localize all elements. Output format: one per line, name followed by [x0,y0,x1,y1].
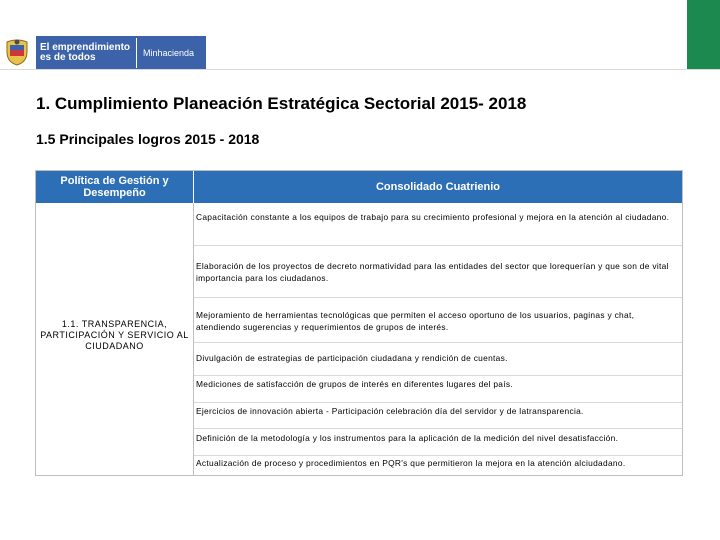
row-text: Mejoramiento de herramientas tecnológicas que permiten el acceso oportuno de los usuarios, paginas y chat, atendiendo sugerencias y requerimientos de grupos de interés. [196,310,635,332]
row-text: Divulgación de estrategias de participación ciudadana y rendición de cuentas. [196,353,508,363]
table-row [194,457,682,475]
table-row [194,432,682,456]
row-text: Actualización de proceso y procedimientos en PQR's que permitieron la mejora en la atención alciudadano. [196,458,626,468]
table-row [194,211,682,246]
table-row [194,260,682,298]
ministry-name: Minhacienda [143,48,195,58]
achievements-table [35,170,683,476]
table-row [194,352,682,376]
row-text: Ejercicios de innovación abierta - Participación celebración día del servidor y de latransparencia. [196,406,584,416]
page-subtitle: 1.5 Principales logros 2015 - 2018 [36,131,260,147]
table-row [194,309,682,343]
policy-cell: 1.1. TRANSPARENCIA, PARTICIPACIÓN Y SERVICIO AL CIUDADANO [40,319,189,351]
header-policy: Política de Gestión y Desempeño [36,171,193,203]
table-row [194,378,682,403]
row-text: Mediciones de satisfacción de grupos de interés en diferentes lugares del país. [196,379,513,389]
government-logo[interactable] [36,36,206,70]
row-text: Elaboración de los proyectos de decreto normatividad para las entidades del sector que lorequerían y que son de vital importancia para los ciudadanos. [196,261,669,283]
table-row [194,405,682,429]
header-divider [0,69,720,70]
green-accent-bar [687,0,720,70]
coat-of-arms-icon [5,38,29,66]
row-text: Capacitación constante a los equipos de trabajo para su crecimiento profesional y mejora en la atención al ciudadano. [196,212,670,222]
header-consolidated: Consolidado Cuatrienio [194,171,682,203]
page-title: 1. Cumplimiento Planeación Estratégica Sectorial 2015- 2018 [36,94,527,113]
logo-divider [136,38,137,68]
logo-line-1: El emprendimiento [40,42,131,53]
row-text: Definición de la metodología y los instrumentos para la aplicación de la medición del nivel desatisfacción. [196,433,619,443]
logo-line-2: es de todos [40,52,96,63]
